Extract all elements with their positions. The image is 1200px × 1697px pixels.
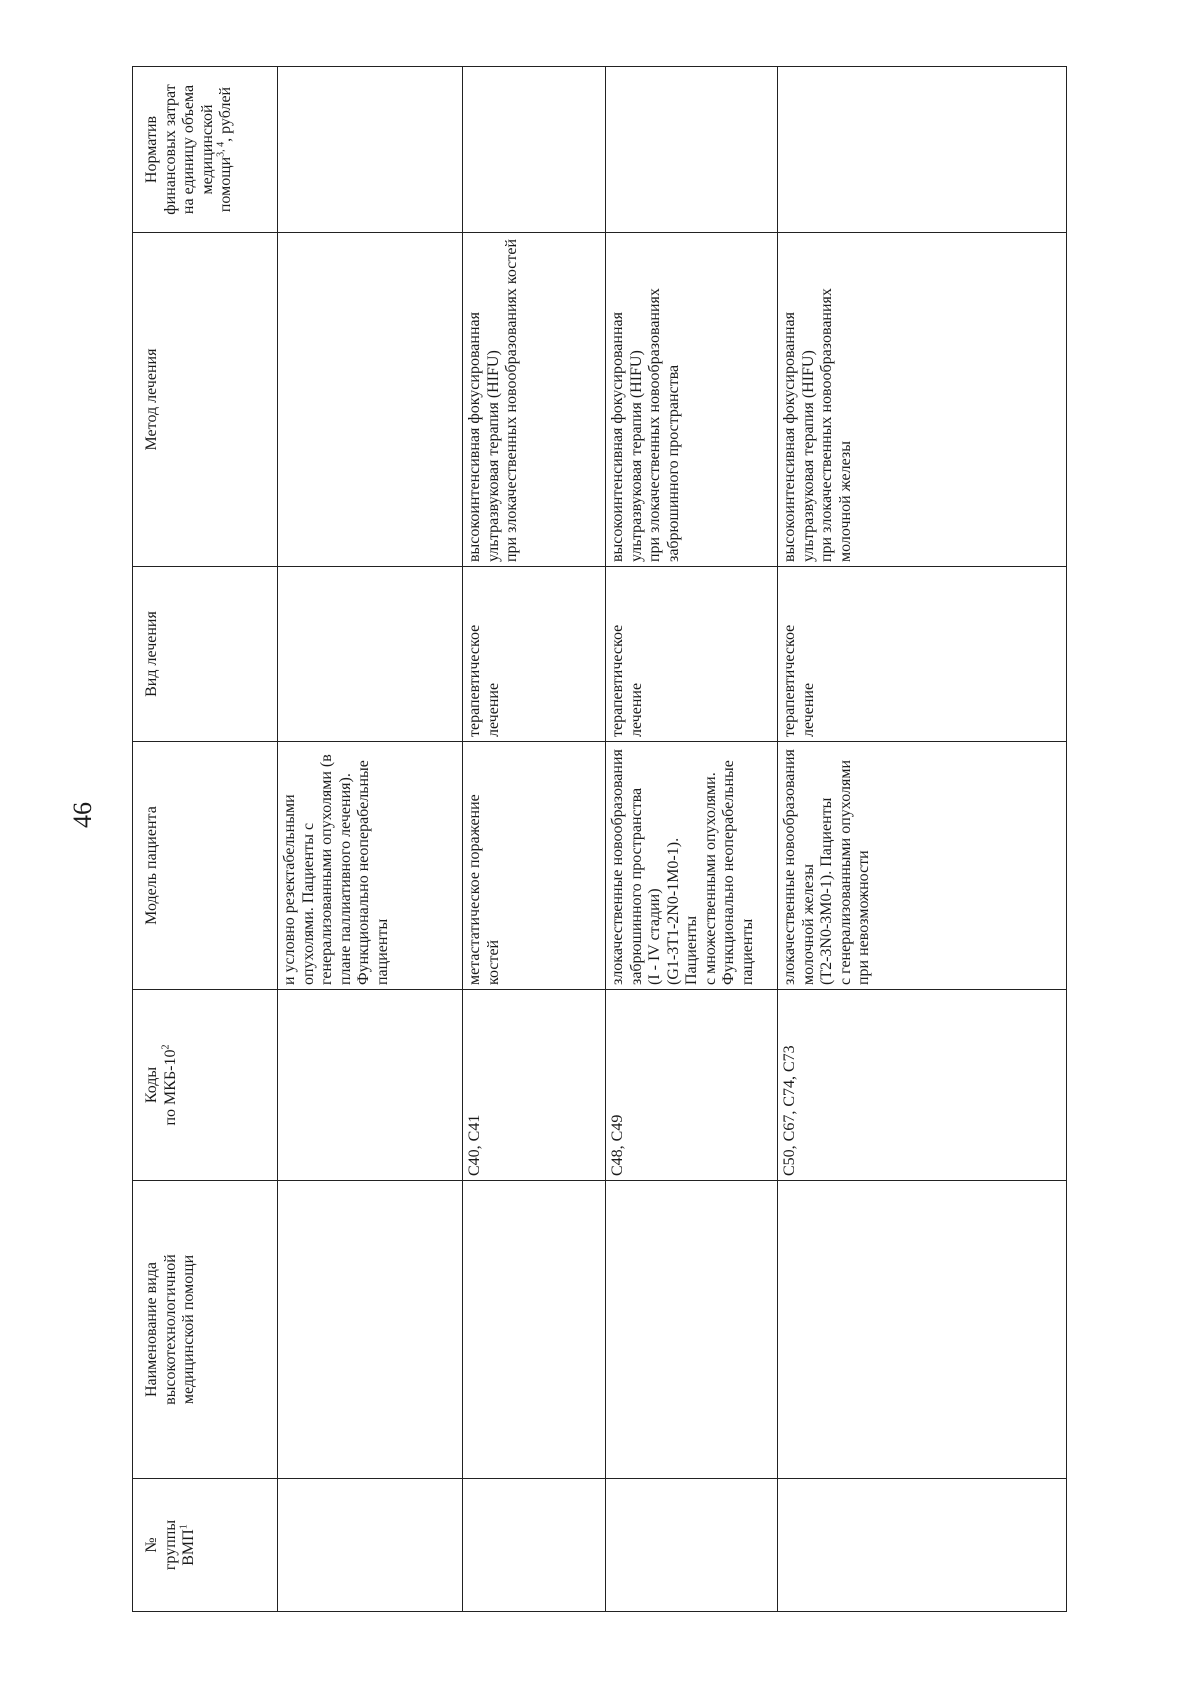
cell-treatment-type: терапевтическое лечение [778, 567, 1067, 742]
cell-name [463, 1181, 606, 1479]
cell-cost [463, 67, 606, 233]
cell-group [606, 1479, 778, 1612]
cell-treatment-type [278, 567, 463, 742]
table-row [778, 67, 1067, 1612]
cell-codes: C40, C41 [463, 990, 606, 1181]
rotated-table-container [132, 67, 1066, 1612]
cell-cost [778, 67, 1067, 233]
cell-group [463, 1479, 606, 1612]
page-number: 46 [68, 802, 97, 828]
table-row [606, 67, 778, 1612]
header-name: Наименование вида высокотехнологичной медицинской помощи [133, 1181, 278, 1479]
vmp-table [132, 66, 1067, 1612]
cell-group [778, 1479, 1067, 1612]
cell-method: высокоинтенсивная фокусированная ультразвуковая терапия (HIFU) при злокачественных новообразованиях молочной железы [778, 233, 1067, 567]
cell-name [278, 1181, 463, 1479]
header-patient-model: Модель пациента [133, 742, 278, 990]
cell-cost [278, 67, 463, 233]
cell-treatment-type: терапевтическое лечение [463, 567, 606, 742]
table-row [463, 67, 606, 1612]
header-treatment-type: Вид лечения [133, 567, 278, 742]
cell-cost [606, 67, 778, 233]
header-cost: Норматив финансовых затрат на единицу объема медицинской помощи$^{3, 4}$, рублей [133, 67, 278, 233]
cell-patient-model: метастатическое поражение костей [463, 742, 606, 990]
cell-treatment-type: терапевтическое лечение [606, 567, 778, 742]
cell-method: высокоинтенсивная фокусированная ультразвуковая терапия (HIFU) при злокачественных новообразованиях костей [463, 233, 606, 567]
cell-patient-model: злокачественные новообразования забрюшинного пространства (I - IV стадии) (G1-3T1-2N0-1M0-1). Пациенты с множественными опухолями. Функционально неоперабельные пациенты [606, 742, 778, 990]
cell-codes: C50, C67, C74, C73 [778, 990, 1067, 1181]
cell-name [778, 1181, 1067, 1479]
header-codes: Коды по МКБ-$10^2$ [133, 990, 278, 1181]
cell-group [278, 1479, 463, 1612]
cell-method [278, 233, 463, 567]
cell-name [606, 1181, 778, 1479]
cell-method: высокоинтенсивная фокусированная ультразвуковая терапия (HIFU) при злокачественных новообразованиях забрюшинного пространства [606, 233, 778, 567]
header-row [133, 67, 278, 1612]
cell-patient-model: и условно резектабельными опухолями. Пациенты с генерализованными опухолями (в плане паллиативного лечения). Функционально неоперабельные пациенты [278, 742, 463, 990]
cell-codes [278, 990, 463, 1181]
cell-codes: C48, C49 [606, 990, 778, 1181]
header-method: Метод лечения [133, 233, 278, 567]
table-row [278, 67, 463, 1612]
cell-patient-model: злокачественные новообразования молочной железы (T2-3N0-3M0-1). Пациенты с генерализованными опухолями при невозможности [778, 742, 1067, 990]
header-group-no: № группы ВМП$^1$ [133, 1479, 278, 1612]
